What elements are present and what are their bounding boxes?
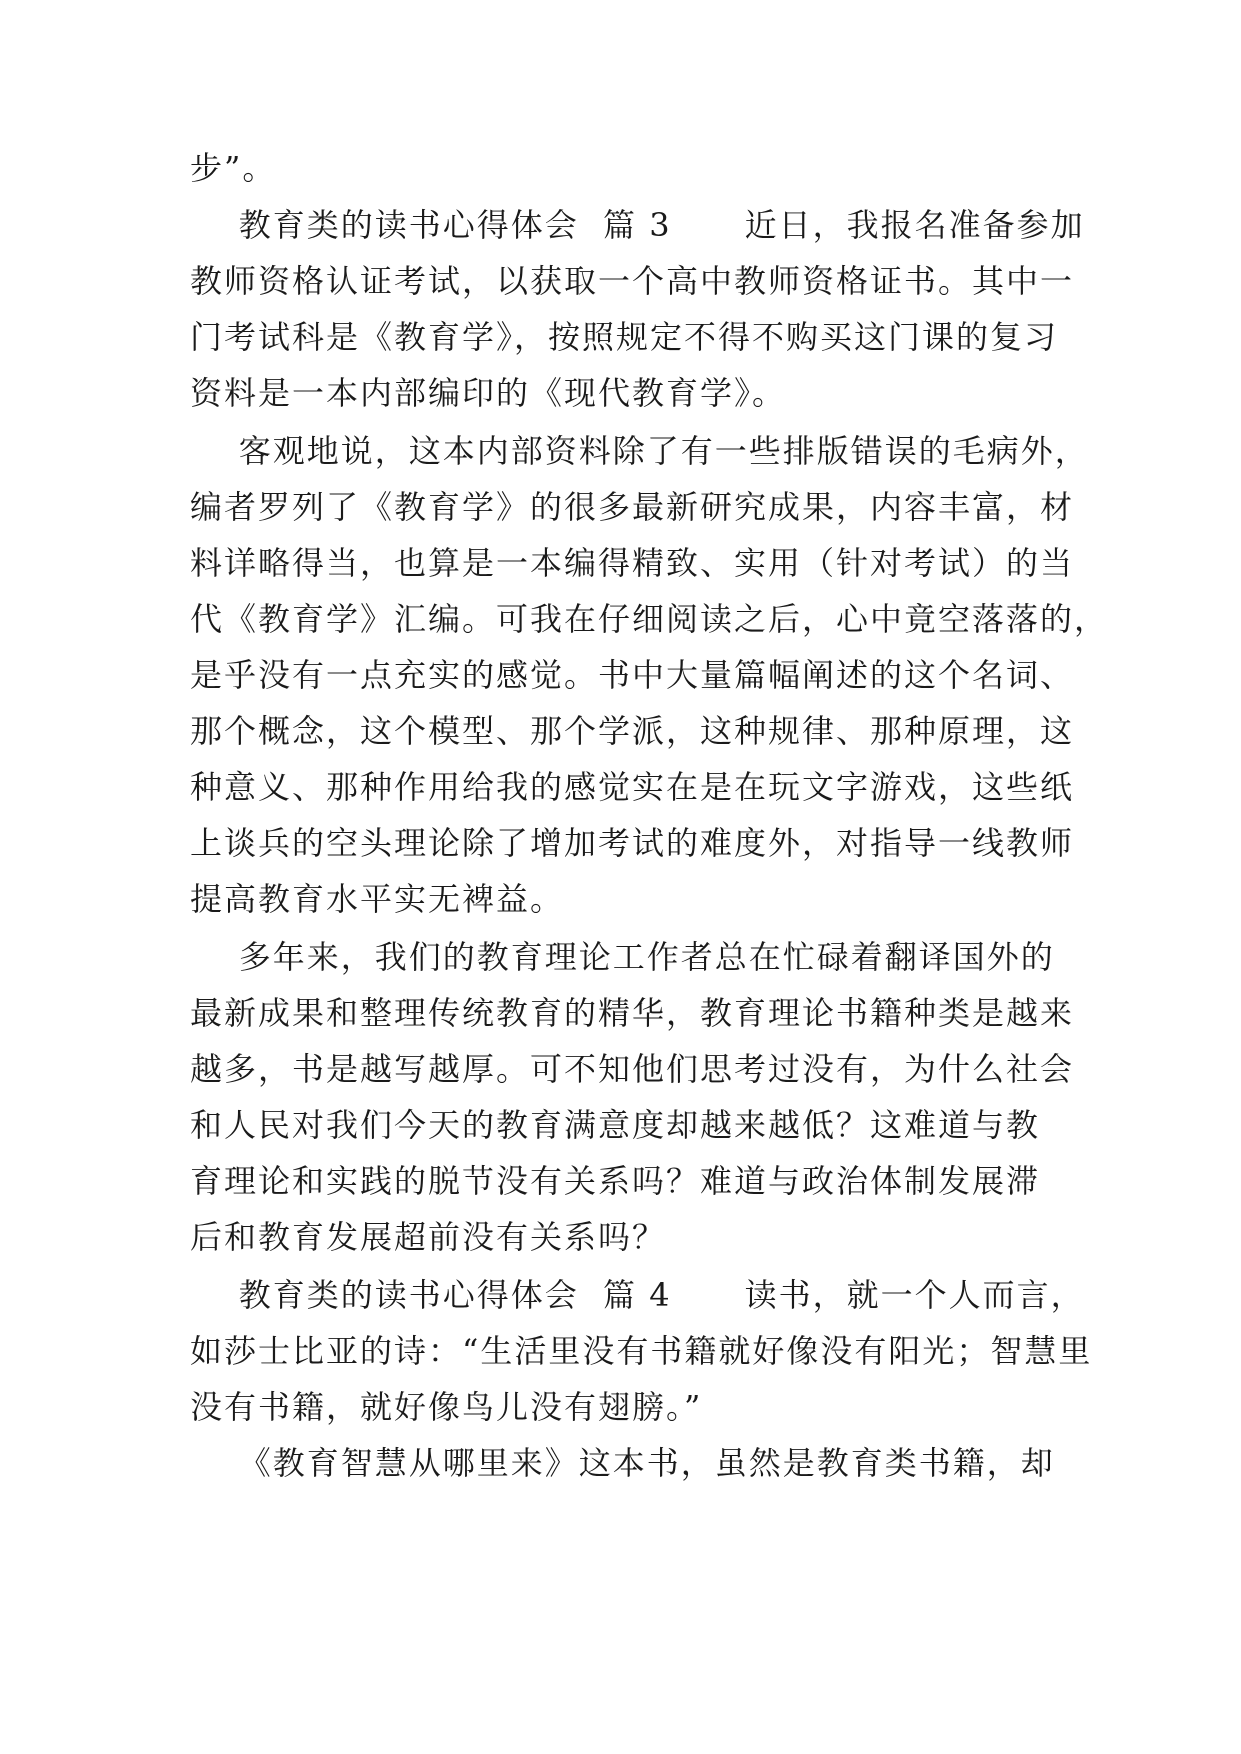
- text-line: 门考试科是《教育学》，按照规定不得不购买这门课的复习: [190, 318, 1059, 356]
- text-line: 《教育智慧从哪里来》这本书，虽然是教育类书籍，却: [190, 1444, 1055, 1482]
- text-line: 是乎没有一点充实的感觉。书中大量篇幅阐述的这个名词、: [190, 656, 1075, 694]
- text-line: 代《教育学》汇编。可我在仔细阅读之后，心中竟空落落的，: [190, 600, 1109, 638]
- text-line: 越多，书是越写越厚。可不知他们思考过没有，为什么社会: [190, 1050, 1075, 1088]
- text-line: 步”。: [190, 149, 277, 187]
- text-line: 那个概念，这个模型、那个学派，这种规律、那种原理，这: [190, 712, 1075, 750]
- text-line: 如莎士比亚的诗：“生活里没有书籍就好像没有阳光；智慧里: [190, 1332, 1093, 1370]
- text-line: 编者罗列了《教育学》的很多最新研究成果，内容丰富，材: [190, 488, 1075, 526]
- text-line: 没有书籍，就好像鸟儿没有翅膀。”: [190, 1388, 703, 1426]
- text-line: 料详略得当，也算是一本编得精致、实用（针对考试）的当: [190, 544, 1075, 582]
- section-heading-line: 教育类的读书心得体会 篇 4 读书，就一个人而言，: [190, 1276, 1085, 1314]
- section-heading-line: 教育类的读书心得体会 篇 3 近日，我报名准备参加: [190, 206, 1085, 244]
- text-line: 多年来，我们的教育理论工作者总在忙碌着翻译国外的: [190, 938, 1055, 976]
- text-line: 客观地说，这本内部资料除了有一些排版错误的毛病外，: [190, 432, 1089, 470]
- text-line: 和人民对我们今天的教育满意度却越来越低？这难道与教: [190, 1106, 1041, 1144]
- text-line: 资料是一本内部编印的《现代教育学》。: [190, 374, 787, 412]
- text-line: 上谈兵的空头理论除了增加考试的难度外，对指导一线教师: [190, 824, 1075, 862]
- text-line: 后和教育发展超前没有关系吗？: [190, 1218, 667, 1256]
- text-line: 提高教育水平实无裨益。: [190, 880, 565, 918]
- text-line: 最新成果和整理传统教育的精华，教育理论书籍种类是越来: [190, 994, 1075, 1032]
- text-line: 教师资格认证考试，以获取一个高中教师资格证书。其中一: [190, 262, 1075, 300]
- text-line: 育理论和实践的脱节没有关系吗？难道与政治体制发展滞: [190, 1162, 1041, 1200]
- text-line: 种意义、那种作用给我的感觉实在是在玩文字游戏，这些纸: [190, 768, 1075, 806]
